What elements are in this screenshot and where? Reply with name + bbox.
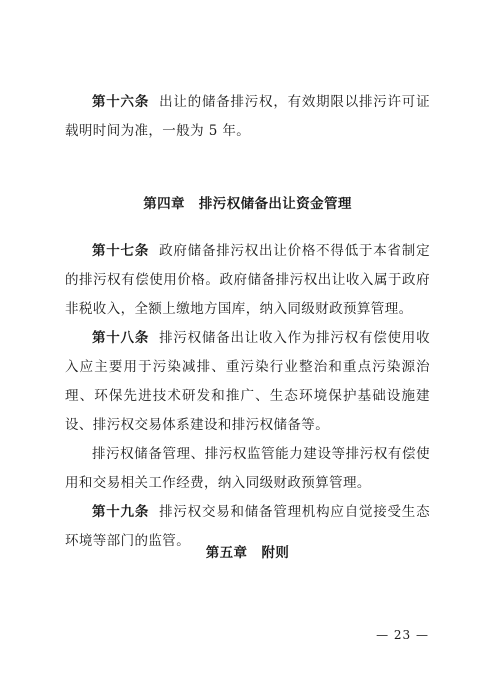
article-number: 第十六条 <box>92 94 150 110</box>
article-17-paragraph <box>65 237 430 324</box>
chapter-title: 排污权储备出让资金管理 <box>198 196 352 212</box>
article-16-paragraph <box>65 88 430 146</box>
article-text: 排污权储备出让收入作为排污权有偿使用收入应主要用于污染减排、重污染行业整治和重点污染源治理、环保先进技术研发和推广、生态环境保护基础设施建设、排污权交易体系建设和排污权储备等。 <box>65 330 430 433</box>
article-text: 排污权交易和储备管理机构应自觉接受生态环境等部门的监管。 <box>65 504 430 549</box>
article-number: 第十九条 <box>92 504 150 520</box>
chapter-number: 第五章 <box>205 545 248 561</box>
chapter-title: 附则 <box>261 545 290 561</box>
article-number: 第十八条 <box>92 330 150 346</box>
chapter-4-heading <box>0 192 495 212</box>
article-18-continuation-paragraph <box>65 440 430 498</box>
article-text: 出让的储备排污权，有效期限以排污许可证载明时间为准，一般为 5 年。 <box>65 94 430 139</box>
article-number: 第十七条 <box>92 243 150 259</box>
article-text: 政府储备排污权出让价格不得低于本省制定的排污权有偿使用价格。政府储备排污权出让收入属于政府非税收入，全额上缴地方国库，纳入同级财政预算管理。 <box>65 243 430 317</box>
article-text: 排污权储备管理、排污权监管能力建设等排污权有偿使用和交易相关工作经费，纳入同级财政预算管理。 <box>65 446 430 491</box>
article-18-paragraph <box>65 324 430 440</box>
chapter-number: 第四章 <box>143 196 185 212</box>
page-number: — 23 — <box>376 628 429 642</box>
chapter-5-heading <box>0 541 495 561</box>
